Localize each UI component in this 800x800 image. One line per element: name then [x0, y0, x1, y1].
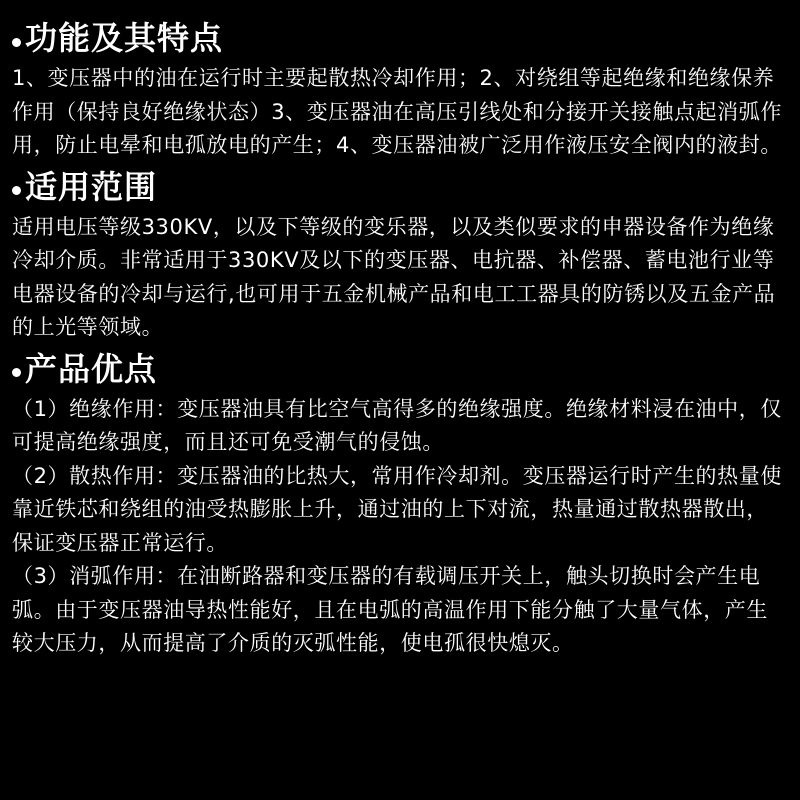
- advantage-paragraph-insulation: （1）绝缘作用：变压器油具有比空气高得多的绝缘强度。绝缘材料浸在油中，仅可提高绝缘强度，而且还可免受潮气的侵蚀。: [12, 396, 782, 454]
- advantage-paragraph-cooling: （2）散热作用：变压器油的比热大，常用作冷却剂。变压器运行时产生的热量使靠近铁芯和绕组的油受热膨胀上升，通过油的上下对流，热量通过散热器散出，保证变压器正常运行。: [12, 463, 782, 555]
- section-title-text: 功能及其特点: [25, 19, 224, 57]
- section-title-text: 产品优点: [25, 349, 158, 388]
- advantage-paragraph-arc: （3）消弧作用：在油断路器和变压器的有载调压开关上，触头切换时会产生电弧。由于变压器油导热性能好，且在电弧的高温作用下能分触了大量气体，产生较大压力，从而提高了介质的灭弧性能，使电孤很快熄灭。: [12, 564, 768, 655]
- section-title: [12, 347, 788, 391]
- section-title: [12, 16, 788, 60]
- section-paragraph: 适用电压等级330KV，以及下等级的变乐器，以及类似要求的申器设备作为绝缘冷却介质。非常适用于330KV及以下的变压器、电抗器、补偿器、蓄电池行业等电器设备的冷却与运行,也可用于五金机械产品和电工工器具的防锈以及五金产品的上光等领域。: [12, 214, 776, 339]
- section-title-text: 适用范围: [25, 167, 158, 206]
- bullet-dot-icon: [12, 38, 21, 47]
- bullet-dot-icon: [12, 368, 21, 377]
- section-features: [12, 16, 788, 163]
- section-title: [12, 165, 788, 209]
- bullet-dot-icon: [12, 186, 21, 195]
- section-advantages: [12, 347, 788, 661]
- section-scope: [12, 165, 788, 345]
- section-paragraph: 1、变压器中的油在运行时主要起散热冷却作用；2、对绕组等起绝缘和绝缘保养作用（保持良好绝缘状态）3、变压器油在高压引线处和分接开关接触点起消弧作用，防止电晕和电孤放电的产生；4、变压器油被广泛用作液压安全阀内的液封。: [12, 66, 782, 157]
